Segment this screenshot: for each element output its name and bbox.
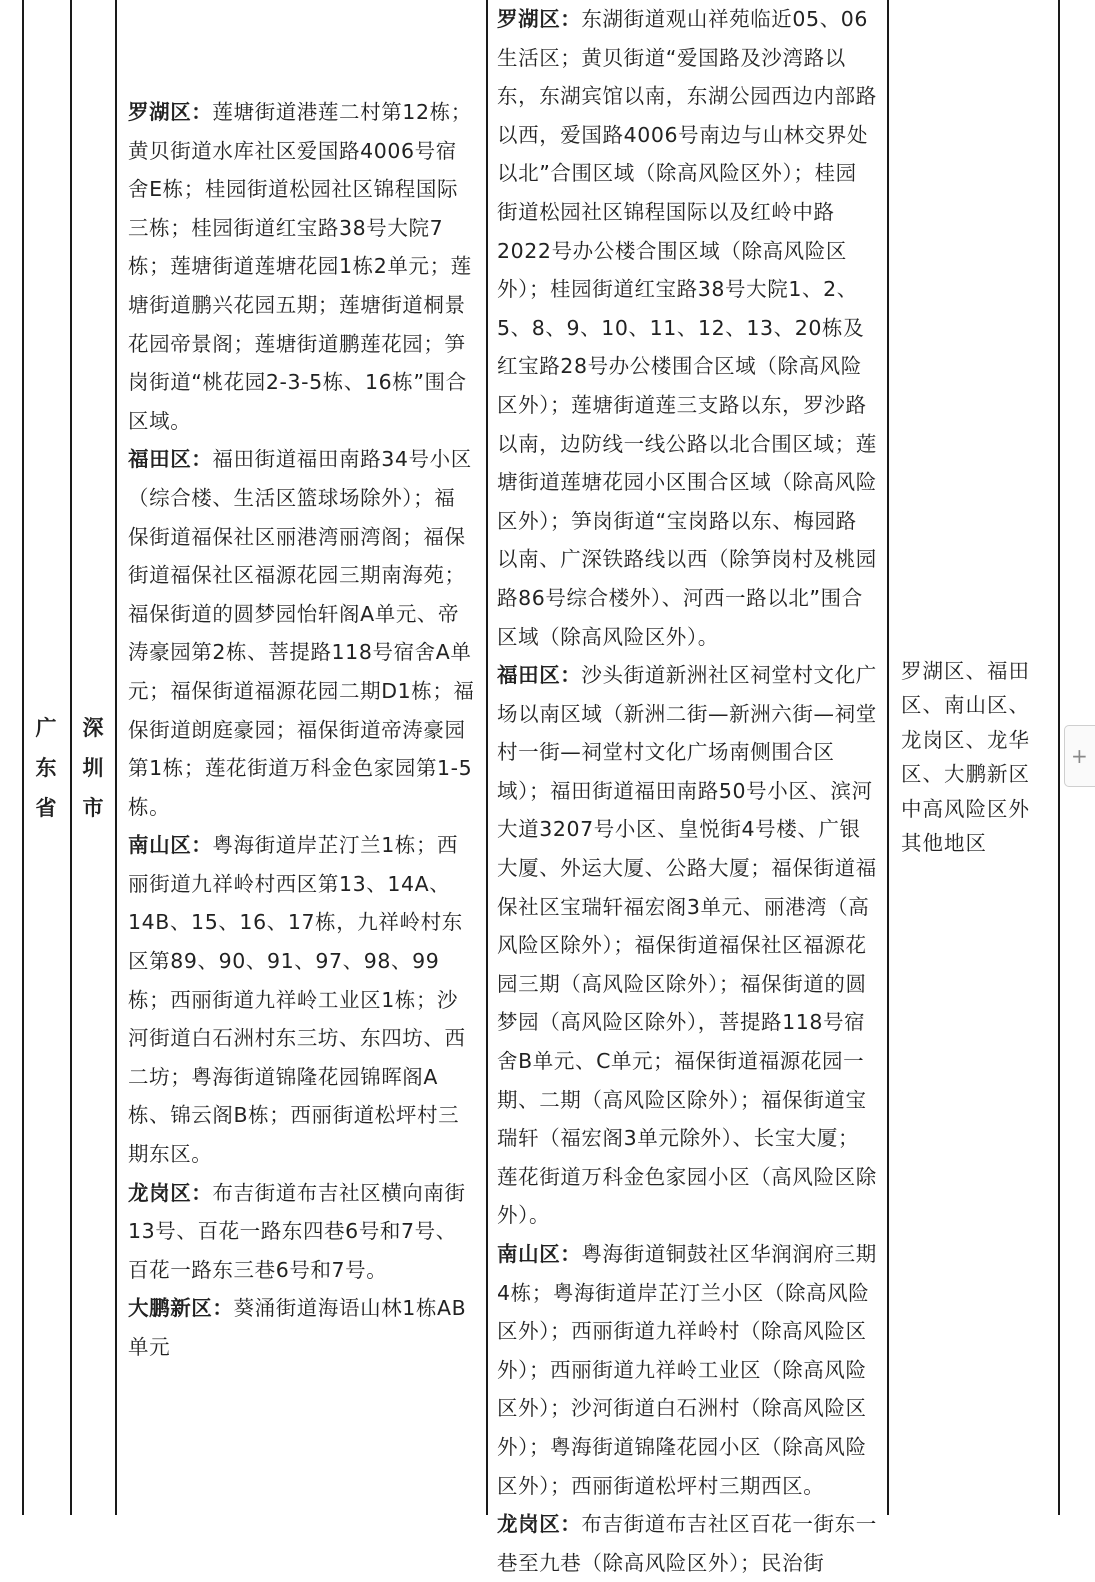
mid-risk-paragraph <box>128 93 476 440</box>
normal-risk-text: 罗湖区、福田区、南山区、龙岗区、龙华区、大鹏新区中高风险区外其他地区 <box>901 659 1030 856</box>
city-char-3: 市 <box>82 796 104 820</box>
district-label: 龙岗区： <box>497 1512 582 1537</box>
district-text: 葵涌街道海语山林1栋AB单元 <box>128 1296 467 1359</box>
district-label: 南山区： <box>128 833 213 858</box>
district-text: 布吉街道布吉社区百花一街东一巷至九巷（除高风险区外）；民治街 <box>497 1512 877 1575</box>
district-text: 沙头街道新洲社区祠堂村文化广场以南区域（新洲二街—新洲六街—祠堂村一街—祠堂村文化广场南侧围合区域）；福田街道福田南路50号小区、滨河大道3207号小区、皇悦街4号楼、广银大厦、外运大厦、公路大厦；福保街道福保社区宝瑞轩福宏阁3单元、丽港湾（高风险区除外）；福保街道福保社区福源花园三期（高风险区除外）；福保街道的圆梦园（高风险区除外），菩提路118号宿舍B单元、C单元；福保街道福源花园一期、二期（高风险区除外）；福保街道宝瑞轩（福宏阁3单元除外）、长宝大厦；莲花街道万科金色家园小区（高风险区除外）。 <box>497 663 877 1228</box>
mid-risk-paragraph <box>128 440 476 826</box>
city-char-2: 圳 <box>82 756 104 780</box>
district-text: 东湖街道观山祥苑临近05、06生活区；黄贝街道“爱国路及沙湾路以东，东湖宾馆以南，东湖公园西边内部路以西，爱国路4006号南边与山林交界处以北”合围区域（除高风险区外）；桂园街道松园社区锦程国际以及红岭中路2022号办公楼合围区域（除高风险区外）；桂园街道红宝路38号大院1、2、5、8、9、10、11、12、13、20栋及红宝路28号办公楼围合区域（除高风险区外）；莲塘街道莲三支路以东，罗沙路以南，边防线一线公路以北合围区域；莲塘街道莲塘花园小区围合区域（除高风险区外）；笋岗街道“宝岗路以东、梅园路以南、广深铁路线以西（除笋岗村及桃园路86号综合楼外）、河西一路以北”围合区域（除高风险区外）。 <box>497 7 877 649</box>
low-risk-cell <box>497 0 877 1582</box>
column-divider-2 <box>115 0 117 1515</box>
low-risk-paragraph <box>497 1235 877 1505</box>
normal-risk-cell <box>901 654 1047 860</box>
district-text: 莲塘街道港莲二村第12栋；黄贝街道水库社区爱国路4006号宿舍E栋；桂园街道松园社区锦程国际三栋；桂园街道红宝路38号大院7栋；莲塘街道莲塘花园1栋2单元；莲塘街道鹏兴花园五期；莲塘街道桐景花园帝景阁；莲塘街道鹏莲花园；笋岗街道“桃花园2-3-5栋、16栋”围合区域。 <box>128 100 472 433</box>
low-risk-paragraph <box>497 0 877 656</box>
district-label: 福田区： <box>497 663 582 688</box>
district-label: 龙岗区： <box>128 1180 213 1205</box>
city-char-1: 深 <box>82 716 104 740</box>
column-divider-3 <box>486 0 488 1515</box>
mid-risk-paragraph <box>128 826 476 1173</box>
province-cell <box>32 708 60 828</box>
table-border-left <box>22 0 24 1515</box>
side-expand-button[interactable]: + <box>1064 725 1095 787</box>
district-text: 粤海街道岸芷汀兰1栋；西丽街道九祥岭村西区第13、14A、14B、15、16、17栋，九祥岭村东区第89、90、91、97、98、99栋；西丽街道九祥岭工业区1栋；沙河街道白石洲村东三坊、东四坊、西二坊；粤海街道锦隆花园锦晖阁A栋、锦云阁B栋；西丽街道松坪村三期东区。 <box>128 833 466 1167</box>
province-char-3: 省 <box>35 796 57 820</box>
mid-risk-cell <box>128 93 476 1367</box>
district-text: 布吉街道布吉社区横向南街13号、百花一路东四巷6号和7号、百花一路东三巷6号和7号。 <box>128 1180 466 1282</box>
province-char-1: 广 <box>35 716 57 740</box>
city-cell <box>79 708 107 828</box>
province-char-2: 东 <box>35 756 57 780</box>
mid-risk-paragraph <box>128 1289 476 1366</box>
mid-risk-paragraph <box>128 1174 476 1290</box>
low-risk-paragraph <box>497 656 877 1235</box>
column-divider-1 <box>70 0 72 1515</box>
district-label: 罗湖区： <box>497 7 582 31</box>
district-label: 南山区： <box>497 1242 582 1266</box>
low-risk-paragraph <box>497 1505 877 1582</box>
district-text: 福田街道福田南路34号小区（综合楼、生活区篮球场除外）；福保街道福保社区丽港湾丽湾阁；福保街道福保社区福源花园三期南海苑；福保街道的圆梦园怡轩阁A单元、帝涛豪园第2栋、菩提路118号宿舍A单元；福保街道福源花园二期D1栋；福保街道朗庭豪园；福保街道帝涛豪园第1栋；莲花街道万科金色家园第1-5栋。 <box>128 447 475 819</box>
district-label: 福田区： <box>128 447 213 472</box>
district-label: 罗湖区： <box>128 100 213 124</box>
district-text: 粤海街道铜鼓社区华润润府三期4栋；粤海街道岸芷汀兰小区（除高风险区外）；西丽街道九祥岭村（除高风险区外）；西丽街道九祥岭工业区（除高风险区外）；沙河街道白石洲村（除高风险区外）；粤海街道锦隆花园小区（除高风险区外）；西丽街道松坪村三期西区。 <box>497 1242 877 1498</box>
table-border-right <box>1058 0 1060 1515</box>
district-label: 大鹏新区： <box>128 1296 234 1321</box>
column-divider-4 <box>887 0 889 1515</box>
